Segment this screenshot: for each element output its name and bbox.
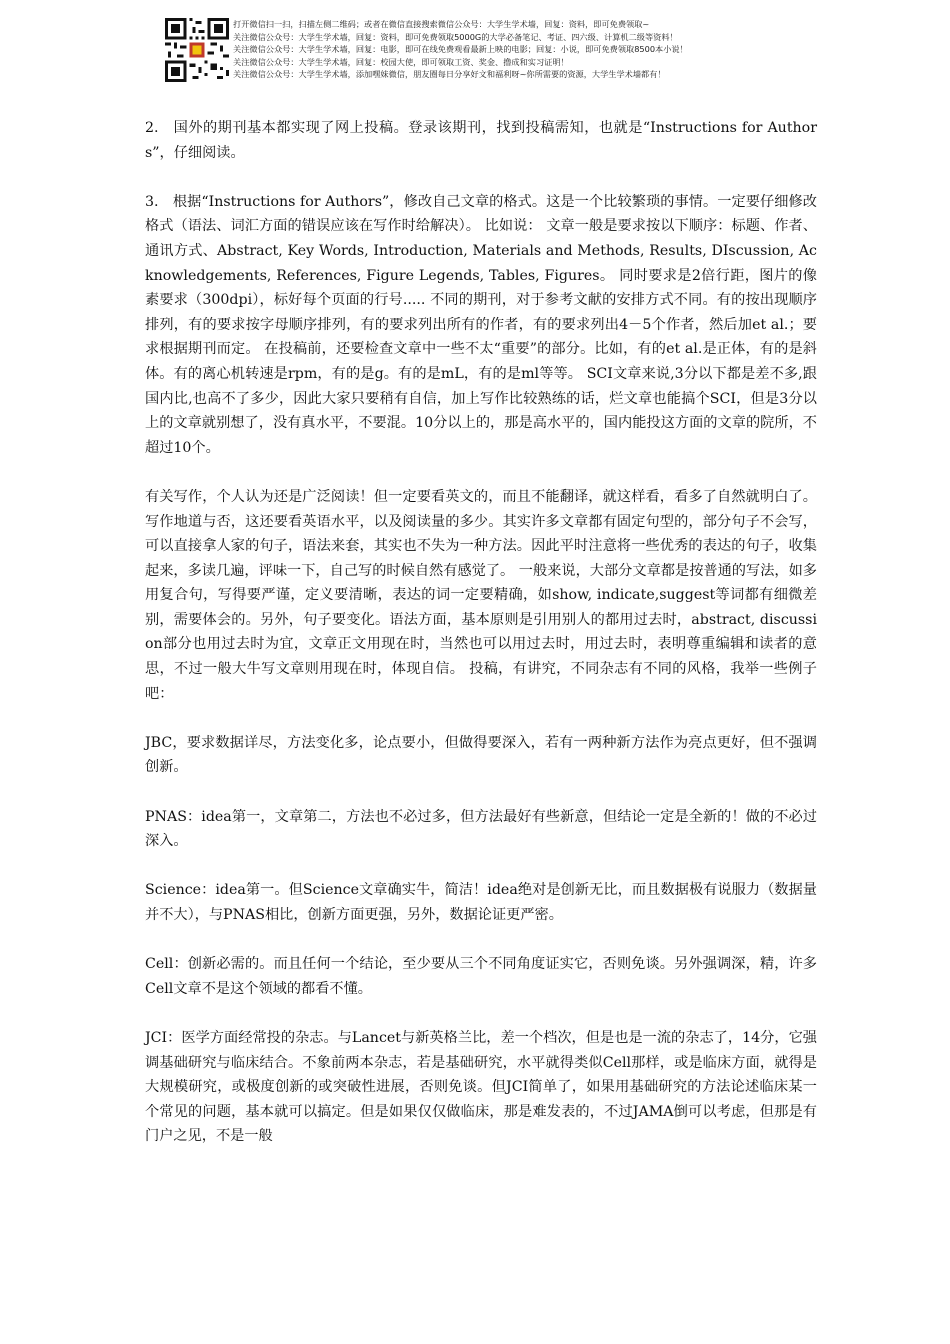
header-line: 打开微信扫一扫，扫描左侧二维码；或者在微信直接搜索微信公众号：大学生学术墙，回复：资料，即可免费领取~ bbox=[233, 19, 650, 29]
header-line: 关注微信公众号：大学生学术墙，回复：资料，即可免费领取5000G的大学必备笔记、考证、四六级、计算机二级等资料！ bbox=[233, 31, 678, 42]
qr-code-icon bbox=[165, 18, 229, 82]
paragraph-step-2: 2. 国外的期刊基本都实现了网上投稿。登录该期刊，找到投稿需知，也就是“Instructions for Authors”，仔细阅读。 bbox=[145, 120, 817, 161]
header-line: 关注微信公众号：大学生学术墙，回复：电影，即可在线免费观看最新上映的电影；回复：小说，即可免费领取8500本小说！ bbox=[233, 44, 688, 55]
header-line: 关注微信公众号：大学生学术墙，回复：校园大使，即可领取工资、奖金、撸成和实习证明！ bbox=[233, 56, 569, 67]
paragraph-pnas: PNAS：idea第一，文章第二，方法也不必过多，但方法最好有些新意，但结论一定是全新的！做的不必过深入。 bbox=[145, 808, 817, 850]
paragraph-writing-tips: 有关写作，个人认为还是广泛阅读！但一定要看英文的，而且不能翻译，就这样看，看多了自然就明白了。写作地道与否，这还要看英语水平，以及阅读量的多少。其实许多文章都有固定句型的，部分句子不会写，可以直接拿人家的句子，语法来套，其实也不失为一种方法。因此平时注意将一些优秀的表达的句子，收集起来，多读几遍，评味一下，自己写的时候自然有感觉了。 一般来说，大部分文章都是按普通的写法，如多用复合句，写得要严谨，定义要清晰，表达的词一定要精确，如show, indicate,suggest等词都有细微差别，需要体会的。另外，句子要变化。语法方面，基本原则是引用别人的都用过去时，abstract, discussion部分也用过去时为宜，文章正文用现在时，当然也可以用过去时，用过去时，表明尊重编辑和读者的意思，不过一般大牛写文章则用现在时，体现自信。 投稿，有讲究，不同杂志有不同的风格，我举一些例子吧： bbox=[145, 488, 817, 702]
paragraph-jbc: JBC，要求数据详尽，方法变化多，论点要小，但做得要深入，若有一两种新方法作为亮点更好，但不强调创新。 bbox=[145, 734, 817, 776]
paragraph-science: Science：idea第一。但Science文章确实牛，简洁！idea绝对是创新无比，而且数据极有说服力（数据量并不大），与PNAS相比，创新方面更强，另外，数据论证更严密。 bbox=[145, 882, 817, 923]
paragraph-step-3: 3. 根据“Instructions for Authors”，修改自己文章的格式。这是一个比较繁琐的事情。一定要仔细修改格式（语法、词汇方面的错误应该在写作时给解决）。 比如说： 文章一般是要求按以下顺序：标题、作者、通讯方式、Abstract, Key Words, Introduction, Materials and Methods, Results, DIscussion, Acknowledgements, References, Figure Legends, Tables, Figures。 同时要求是2倍行距，图片的像素要求（300dpi），标好每个页面的行号..... 不同的期刊，对于参考文献的安排方式不同。有的按出现顺序排列，有的要求按字母顺序排列，有的要求列出所有的作者，有的要求列出4－5个作者，然后加et al.；要求根据期刊而定。 在投稿前，还要检查文章中一些不太“重要”的部分。比如，有的et al.是正体，有的是斜体。有的离心机转速是rpm，有的是g。有的是mL，有的是ml等等。 SCI文章来说,3分以下都是差不多,跟国内比,也高不了多少，因此大家只要稍有自信，加上写作比较熟练的话，烂文章也能搞个SCI，但是3分以上的文章就别想了，没有真水平，不要混。10分以上的，那是高水平的，国内能投这方面的文章的院所，不超过10个。 bbox=[145, 193, 817, 456]
header-text bbox=[233, 18, 883, 81]
paragraph-jci: JCI：医学方面经常投的杂志。与Lancet与新英格兰比，差一个档次，但是也是一流的杂志了，14分，它强调基础研究与临床结合。不象前两本杂志，若是基础研究，水平就得类似Cell那样，或是临床方面，就得是大规模研究，或极度创新的或突破性进展，否则免谈。但JCI简单了，如果用基础研究的方法论述临床某一个常见的问题，基本就可以搞定。但是如果仅仅做临床，那是难发表的，不过JAMA倒可以考虑，但那是有门户之见，不是一般 bbox=[145, 1029, 817, 1145]
document-body bbox=[145, 116, 817, 1149]
header-banner bbox=[165, 18, 885, 88]
header-line: 关注微信公众号：大学生学术墙，添加嘿妹微信，朋友圈每日分享好文和福利呀~你所需要的资源，大学生学术墙都有！ bbox=[233, 69, 666, 80]
paragraph-cell: Cell：创新必需的。而且任何一个结论，至少要从三个不同角度证实它，否则免谈。另外强调深，精，许多Cell文章不是这个领域的都看不懂。 bbox=[145, 956, 817, 997]
